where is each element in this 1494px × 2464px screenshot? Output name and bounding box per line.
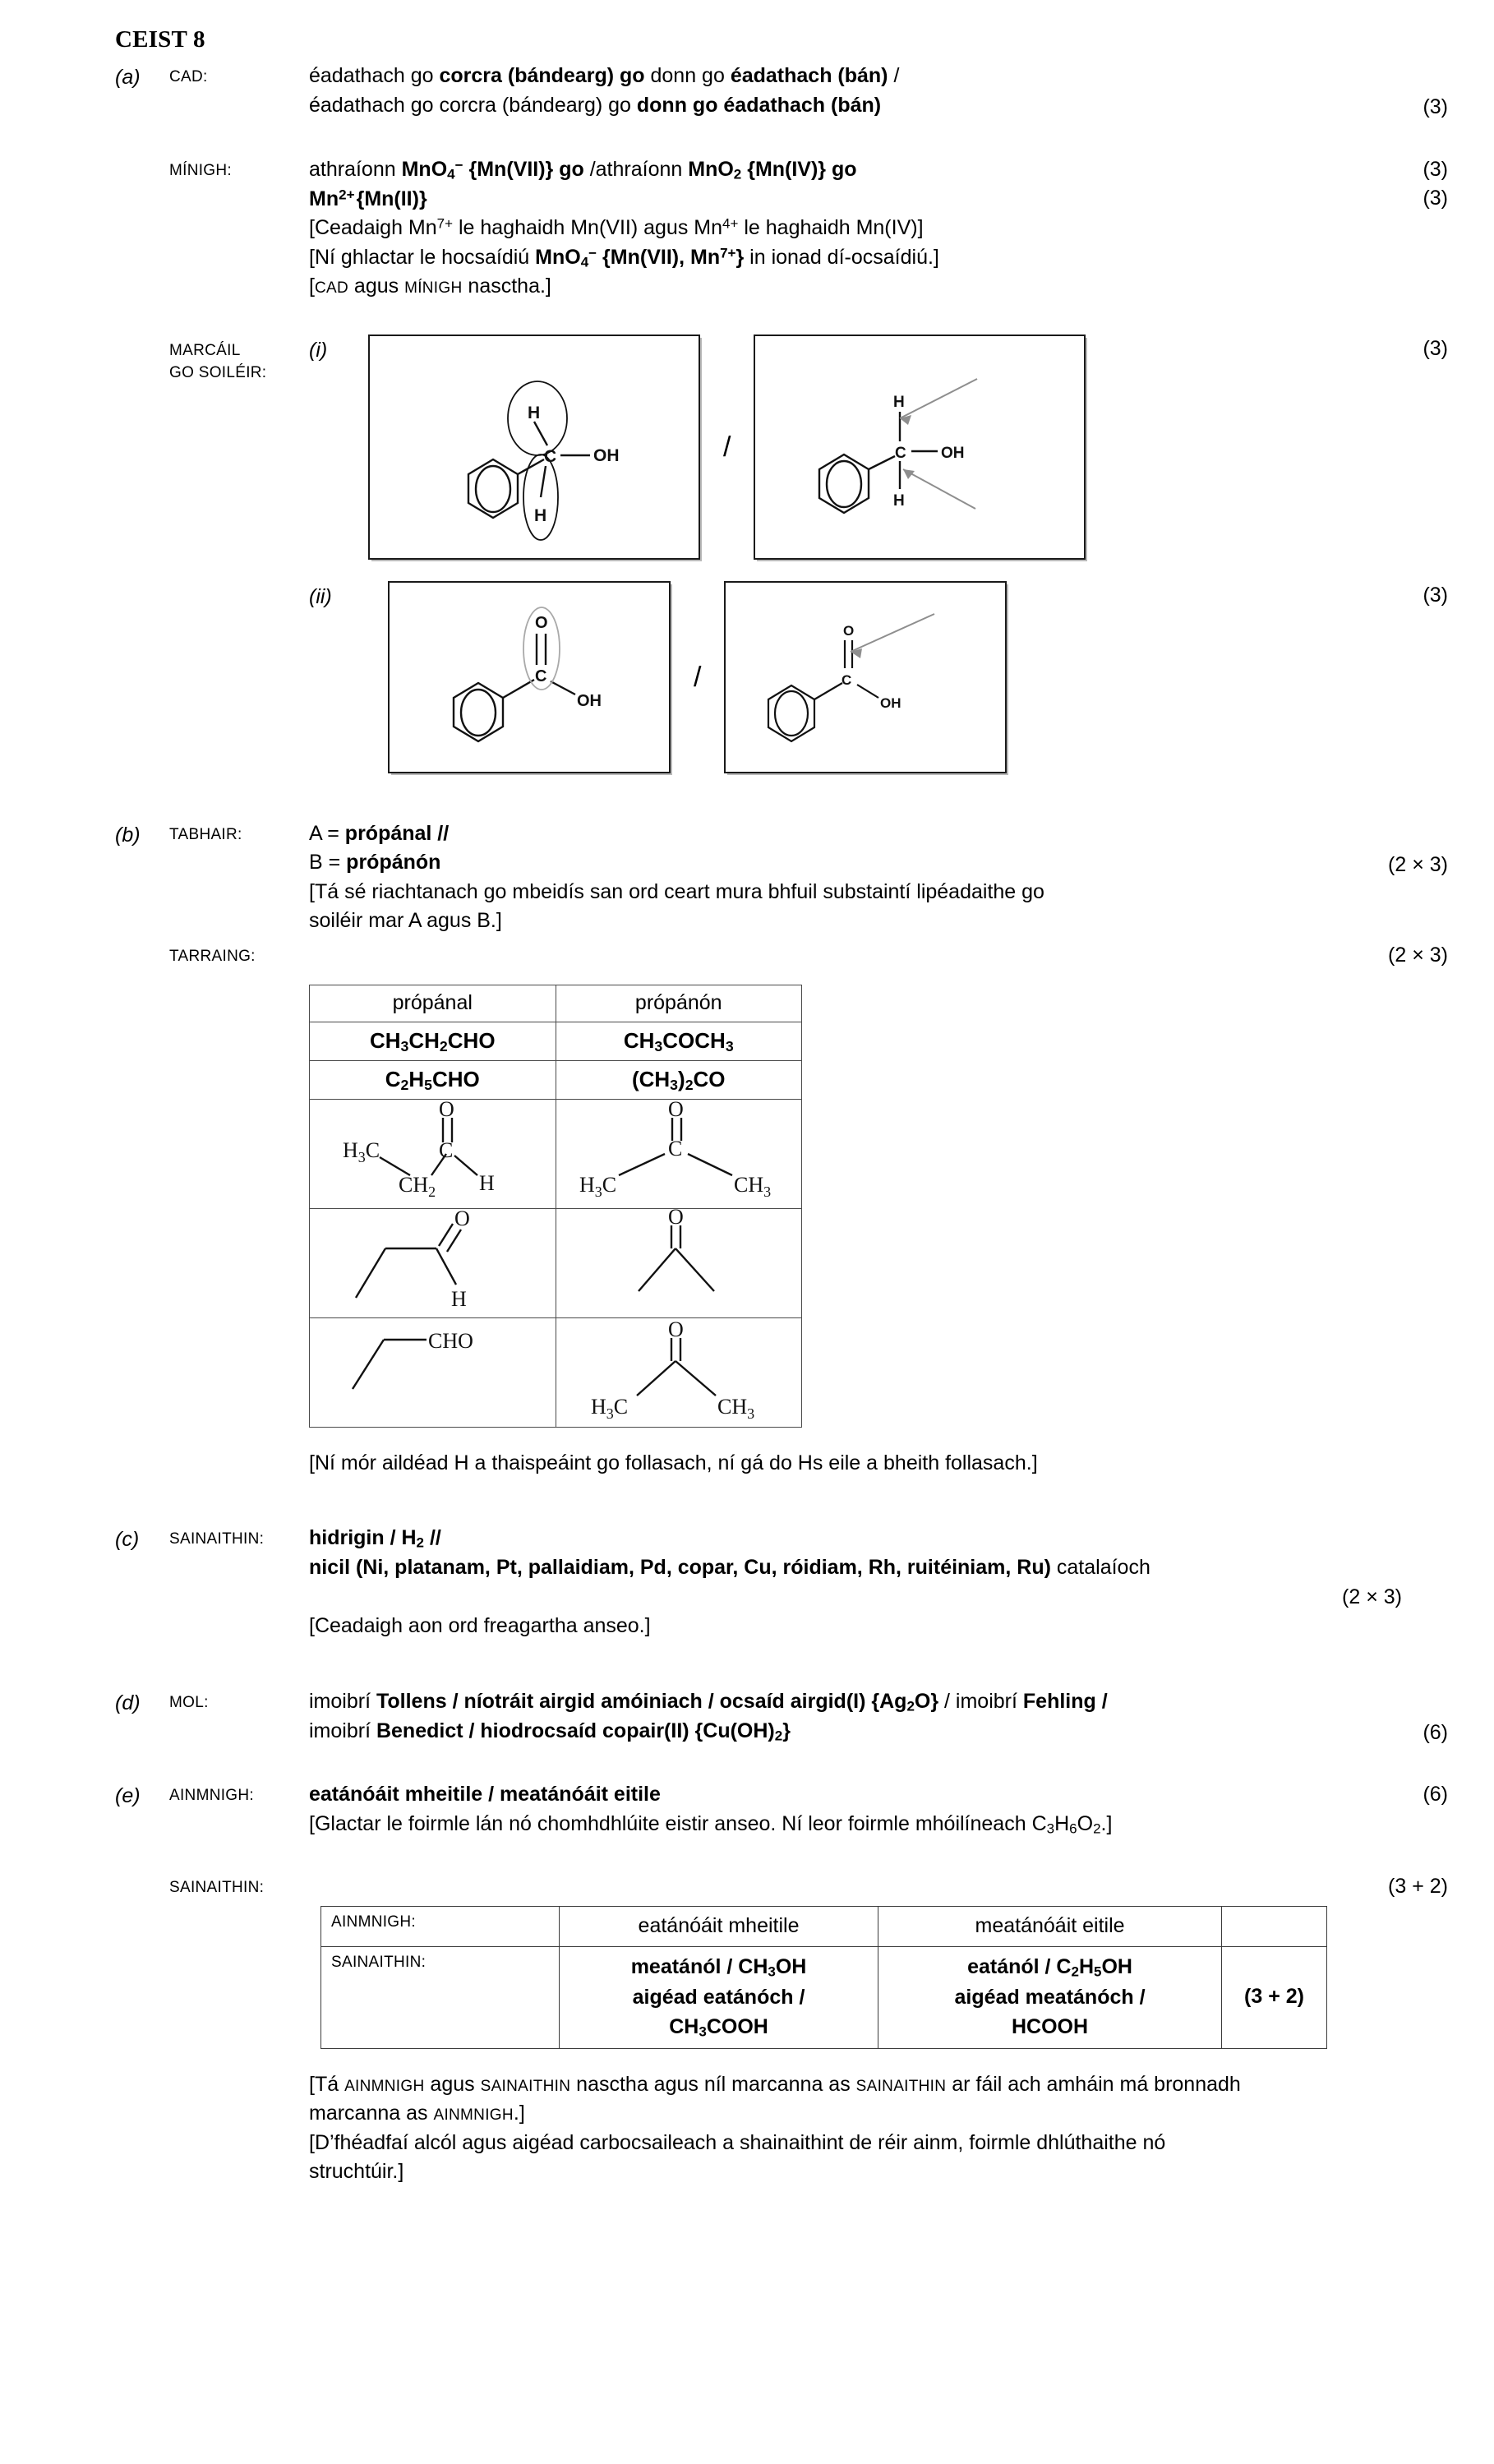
part-c-note: [Ceadaigh aon ord freagartha anseo.] bbox=[309, 1614, 651, 1638]
label-h3c: $H_3C$ bbox=[343, 1137, 380, 1165]
cell-c2h5cho: $C_2H_5CHO$ bbox=[310, 1060, 556, 1099]
cell-propanal-displayed bbox=[310, 1099, 556, 1208]
page-title: CEIST 8 bbox=[115, 26, 205, 53]
structure-box-ii-right bbox=[724, 581, 1007, 773]
marcail-ii-verb-spacer bbox=[169, 581, 309, 586]
minigh-line-2: $Mn^{2+}$ {Mn(II)} bbox=[309, 186, 427, 210]
marcail-item-ii-label: (ii) bbox=[309, 584, 332, 608]
tabhair-note-line-1: [Tá sé riachtanach go mbeidís san ord ceart mura bhfuil substaintí lipéadaithe go bbox=[309, 879, 1044, 903]
cad-line-1: éadathach go corcra (bándearg) go donn go éadathach (bán) / bbox=[309, 64, 900, 88]
label-c: C bbox=[667, 1136, 682, 1160]
table-row-structure-1 bbox=[310, 1099, 802, 1208]
part-a-minigh-spacer bbox=[115, 155, 169, 157]
part-a-minigh-body bbox=[309, 155, 1325, 302]
ester-table-row-ainmnigh bbox=[321, 1907, 1327, 1947]
mno4-formula: MnO$_4$− {Mn(VII)} go bbox=[401, 157, 584, 182]
part-d-line-2: imoibrí Benedict / hiodrocsaíd copair(II) $\{Cu(OH)_2\}$ bbox=[309, 1719, 791, 1744]
part-e-sainaithin-row bbox=[115, 1872, 1448, 1902]
ester-row2-col1-line2: aigéad eatánóch / bbox=[632, 1985, 805, 2009]
benedict-reagent-text: Benedict / hiodrocsaíd copair(II) $\{Cu(OH)_2\}$ bbox=[376, 1719, 791, 1744]
tabhair-note-line-2: soiléir mar A agus B.] bbox=[309, 909, 502, 933]
propanal-displayed-structure bbox=[310, 1100, 553, 1208]
part-e-footnote-letter-spacer bbox=[115, 2070, 169, 2072]
label-oh: OH bbox=[593, 445, 620, 465]
part-c-marks: (2 × 3) bbox=[1342, 1585, 1402, 1608]
part-b-tarraing bbox=[115, 941, 1448, 971]
ester-row2-col1 bbox=[560, 1946, 878, 2048]
label-o: O bbox=[667, 1099, 684, 1121]
cell-ch3coch3: $CH_3COCH_3$ bbox=[556, 1022, 802, 1060]
label-c: C bbox=[544, 446, 557, 466]
label-c: C bbox=[895, 444, 907, 462]
part-b-letter: (b) bbox=[115, 823, 141, 847]
propanal-propanone-table-wrapper bbox=[309, 985, 1448, 1427]
part-b-footnote-row bbox=[115, 1449, 1448, 1479]
label-ch3: $CH_3$ bbox=[717, 1394, 754, 1422]
part-b-tabhair-marks bbox=[1325, 819, 1448, 880]
part-e-body bbox=[309, 1780, 1325, 1839]
ester-table-row-sainaithin bbox=[321, 1946, 1327, 2048]
label-o: O bbox=[843, 622, 855, 639]
label-h-top: H bbox=[893, 393, 906, 411]
label-o: O bbox=[535, 613, 548, 632]
marcail-verb bbox=[169, 335, 309, 385]
propanal-cho-structure bbox=[310, 1318, 553, 1427]
ester-row1-col1: eatánóáit mheitile bbox=[560, 1907, 878, 1947]
table-row-structure-2 bbox=[310, 1208, 802, 1317]
ester-row1-label: AINMNIGH: bbox=[321, 1907, 560, 1947]
minigh-line-1: athraíonn MnO$_4$− {Mn(VII)} go /athraíonn MnO$_2$ {Mn(IV)} go bbox=[309, 157, 857, 182]
part-c-body bbox=[309, 1524, 1448, 1640]
structure-separator-i: / bbox=[723, 431, 731, 463]
part-b-tarraing-verb: TARRAING: bbox=[169, 947, 256, 965]
part-b-tabhair-body bbox=[309, 819, 1325, 936]
part-d-line-1: imoibrí Tollens / níotráit airgid amóiniach / ocsaíd airgid(I) $\{Ag_2O\}$ / imoibrí Fehling / bbox=[309, 1689, 1108, 1714]
label-h: H bbox=[479, 1170, 495, 1195]
part-d-marks-value: (6) bbox=[1423, 1720, 1448, 1744]
part-e-sainaithin-verb: SAINAITHIN: bbox=[169, 1878, 265, 1896]
minigh-note-2: [Ní ghlactar le hocsaídiú MnO$_4$− {Mn(VII), $Mn^{7+}$} in ionad dí-ocsaídiú.] bbox=[309, 244, 939, 270]
table-row-condensed-1 bbox=[310, 1022, 802, 1060]
marcail-ii-marks: (3) bbox=[1423, 583, 1448, 607]
label-cho: CHO bbox=[428, 1328, 473, 1353]
propanone-skeletal-structure bbox=[556, 1209, 800, 1317]
part-e-footnote-body bbox=[309, 2070, 1448, 2187]
part-e-footnotes bbox=[115, 2070, 1448, 2187]
ester-identification-table bbox=[320, 1906, 1327, 2049]
cell-propanone-labeled bbox=[556, 1317, 802, 1427]
label-o: O bbox=[439, 1099, 454, 1121]
part-a-cad-marks bbox=[1325, 62, 1448, 122]
label-c: C bbox=[439, 1137, 454, 1162]
marcail-i-structures bbox=[368, 335, 1325, 560]
part-c bbox=[115, 1524, 1448, 1640]
marcail-verb-line-2: GO SOILÉIR: bbox=[169, 364, 267, 382]
part-b-tabhair bbox=[115, 819, 1448, 936]
ester-row2-col1-line3: $CH_3COOH$ bbox=[669, 2015, 768, 2040]
phenylmethanol-arrow-diagram bbox=[755, 336, 1084, 558]
ester-row2-col2-line3: HCOOH bbox=[1012, 2015, 1089, 2039]
structure-separator-ii: / bbox=[694, 661, 702, 693]
part-a-cad-verb: CAD: bbox=[169, 68, 208, 86]
minigh-marks-2: (3) bbox=[1423, 187, 1448, 210]
structure-row-ii bbox=[388, 581, 1325, 773]
part-d bbox=[115, 1687, 1448, 1748]
ester-row1-marks bbox=[1222, 1907, 1327, 1947]
part-a-letter: (a) bbox=[115, 66, 141, 90]
label-oh: OH bbox=[577, 691, 602, 710]
part-b-tarraing-letter-spacer bbox=[115, 941, 169, 943]
label-h: H bbox=[451, 1286, 467, 1311]
part-a-minigh-marks bbox=[1325, 155, 1448, 214]
cell-propanal-skeletal bbox=[310, 1208, 556, 1317]
marcail-i-marks: (3) bbox=[1423, 336, 1448, 360]
label-o: O bbox=[667, 1208, 684, 1229]
marcail-verb-line-1: MARCÁIL bbox=[169, 341, 241, 359]
label-c: C bbox=[842, 671, 852, 688]
part-b-tarraing-marks: (2 × 3) bbox=[1388, 943, 1448, 967]
part-b-footnote: [Ní mór aildéad H a thaispeáint go follasach, ní gá do Hs eile a bheith follasach.] bbox=[309, 1451, 1038, 1474]
part-e bbox=[115, 1780, 1448, 1839]
part-e-footnote-1: [Tá AINMNIGH agus SAINAITHIN nasctha agus níl marcanna as SAINAITHIN ar fáil ach amháin má bronnadh bbox=[309, 2072, 1241, 2096]
part-e-verb: AINMNIGH: bbox=[169, 1787, 254, 1805]
label-h-bottom: H bbox=[534, 505, 547, 525]
minigh-marks-1: (3) bbox=[1423, 157, 1448, 181]
structure-box-i-right bbox=[754, 335, 1086, 560]
marcail-ii-letter-spacer bbox=[115, 581, 169, 583]
marcail-letter-spacer bbox=[115, 335, 169, 336]
part-e-sainaithin-marks: (3 + 2) bbox=[1388, 1874, 1448, 1898]
part-a-minigh bbox=[115, 155, 1448, 302]
propanal-propanone-table bbox=[309, 985, 802, 1427]
structure-box-i-left bbox=[368, 335, 700, 560]
benzoic-acid-arrow-diagram bbox=[726, 583, 1005, 772]
label-h-bottom: H bbox=[893, 491, 906, 510]
label-ch2: $CH_2$ bbox=[399, 1172, 436, 1200]
part-e-footnote-2-line2: struchtúir.] bbox=[309, 2160, 404, 2184]
label-c: C bbox=[535, 667, 547, 685]
mno2-formula: MnO$_2$ {Mn(IV)} go bbox=[688, 157, 857, 182]
label-o: O bbox=[667, 1317, 684, 1341]
marcail-item-i-label: (i) bbox=[309, 338, 328, 362]
cad-marks-value: (3) bbox=[1423, 95, 1448, 119]
cell-ch3-2co: $(CH_3)_2CO$ bbox=[556, 1060, 802, 1099]
ester-row2-marks: (3 + 2) bbox=[1222, 1946, 1327, 2048]
benzoic-acid-ellipse-diagram bbox=[390, 583, 669, 772]
phenylmethanol-ellipse-diagram bbox=[370, 336, 699, 558]
ester-row2-label: SAINAITHIN: bbox=[321, 1946, 560, 2048]
part-c-line-1: hidrigin / $H_2$ // bbox=[309, 1526, 441, 1552]
minigh-note-1: [Ceadaigh $Mn^{7+}$ le haghaidh Mn(VII) agus $Mn^{4+}$ le haghaidh Mn(IV)] bbox=[309, 215, 924, 240]
mno4-note-formula: MnO$_4$− {Mn(VII), $Mn^{7+}$} bbox=[535, 244, 745, 270]
label-o: O bbox=[454, 1208, 470, 1230]
part-e-line-1: eatánóáit mheitile / meatánóáit eitile bbox=[309, 1783, 661, 1806]
structure-row-i bbox=[368, 335, 1325, 560]
propanone-labeled-structure bbox=[556, 1318, 800, 1427]
cell-propanone-displayed bbox=[556, 1099, 802, 1208]
part-b-footnote-letter-spacer bbox=[115, 1449, 169, 1451]
ester-row2-col2-line2: aigéad meatánóch / bbox=[954, 1985, 1146, 2009]
tabhair-marks-value: (2 × 3) bbox=[1388, 852, 1448, 876]
label-oh: OH bbox=[880, 694, 901, 711]
minigh-note-3: [CAD agus MÍNIGH nasctha.] bbox=[309, 275, 551, 298]
cell-propanone-skeletal bbox=[556, 1208, 802, 1317]
part-e-marks: (6) bbox=[1423, 1783, 1448, 1806]
cell-ch3ch2cho: $CH_3CH_2CHO$ bbox=[310, 1022, 556, 1060]
ester-row2-col2-line1: eatánól / $C_2H_5OH$ bbox=[967, 1954, 1132, 1980]
pointer-line-bottom bbox=[903, 469, 975, 509]
table-header-row bbox=[310, 985, 802, 1022]
cad-line-2: éadathach go corcra (bándearg) go donn go éadathach (bán) bbox=[309, 93, 882, 117]
part-e-footnote-2-line1: [D’fhéadfaí alcól agus aigéad carbocsaileach a shainaithint de réir ainm, foirmle dhlúthaithe nó bbox=[309, 2130, 1166, 2154]
part-d-body bbox=[309, 1687, 1325, 1746]
part-d-letter: (d) bbox=[115, 1691, 141, 1714]
label-oh: OH bbox=[941, 444, 965, 462]
pointer-line-top bbox=[900, 379, 977, 418]
part-a-marcail-ii bbox=[115, 581, 1448, 773]
table-header-propanal: própánal bbox=[310, 985, 556, 1022]
part-a-cad-body bbox=[309, 62, 1325, 120]
part-b-tabhair-verb: TABHAIR: bbox=[169, 825, 242, 843]
label-ch3: $CH_3$ bbox=[733, 1172, 771, 1200]
table-row-condensed-2 bbox=[310, 1060, 802, 1099]
table-header-propanone: própánón bbox=[556, 985, 802, 1022]
label-h-top: H bbox=[528, 403, 541, 422]
propanal-skeletal-structure bbox=[310, 1209, 553, 1317]
part-c-letter: (c) bbox=[115, 1528, 140, 1552]
ester-row1-col2: meatánóáit eitile bbox=[878, 1907, 1222, 1947]
part-e-letter: (e) bbox=[115, 1784, 141, 1808]
marcail-ii-structures bbox=[368, 581, 1325, 773]
ester-row2-col2 bbox=[878, 1946, 1222, 2048]
ester-identification-table-wrapper bbox=[320, 1906, 1448, 2049]
part-d-verb: MOL: bbox=[169, 1693, 209, 1711]
structure-box-ii-left bbox=[388, 581, 671, 773]
part-e-footnote-verb-spacer bbox=[169, 2070, 309, 2075]
part-a-minigh-verb: MÍNIGH: bbox=[169, 161, 232, 179]
part-e-footnote-1-cont: marcanna as AINMNIGH.] bbox=[309, 2102, 525, 2125]
part-e-note: [Glactar le foirmle lán nó chomhdhlúite eistir anseo. Ní leor foirmle mhóilíneach $C_3H_6O_2$.] bbox=[309, 1811, 1113, 1837]
cell-propanal-cho bbox=[310, 1317, 556, 1427]
part-e-sainaithin-letter-spacer bbox=[115, 1872, 169, 1874]
label-h3c: $H_3C$ bbox=[579, 1172, 616, 1200]
table-row-structure-3 bbox=[310, 1317, 802, 1427]
part-a-cad bbox=[115, 62, 1448, 122]
part-a-marcail-i bbox=[115, 335, 1448, 560]
label-h3c: $H_3C$ bbox=[590, 1394, 628, 1422]
pointer-line bbox=[851, 614, 934, 652]
ester-row2-col1-line1: meatánól / $CH_3OH$ bbox=[630, 1954, 807, 1980]
propanone-displayed-structure bbox=[556, 1100, 800, 1208]
tabhair-line-2: B = própánón bbox=[309, 851, 441, 874]
part-c-line-2: nicil (Ni, platanam, Pt, pallaidiam, Pd, copar, Cu, róidiam, Rh, ruitéiniam, Ru) catalaíoch bbox=[309, 1556, 1150, 1580]
tollens-reagent-text: Tollens / níotráit airgid amóiniach / ocsaíd airgid(I) $\{Ag_2O\}$ bbox=[376, 1689, 939, 1714]
part-d-marks bbox=[1325, 1687, 1448, 1748]
tabhair-line-1: A = própánal // bbox=[309, 821, 450, 845]
part-b-footnote-verb-spacer bbox=[169, 1449, 309, 1454]
part-c-verb: SAINAITHIN: bbox=[169, 1530, 265, 1548]
